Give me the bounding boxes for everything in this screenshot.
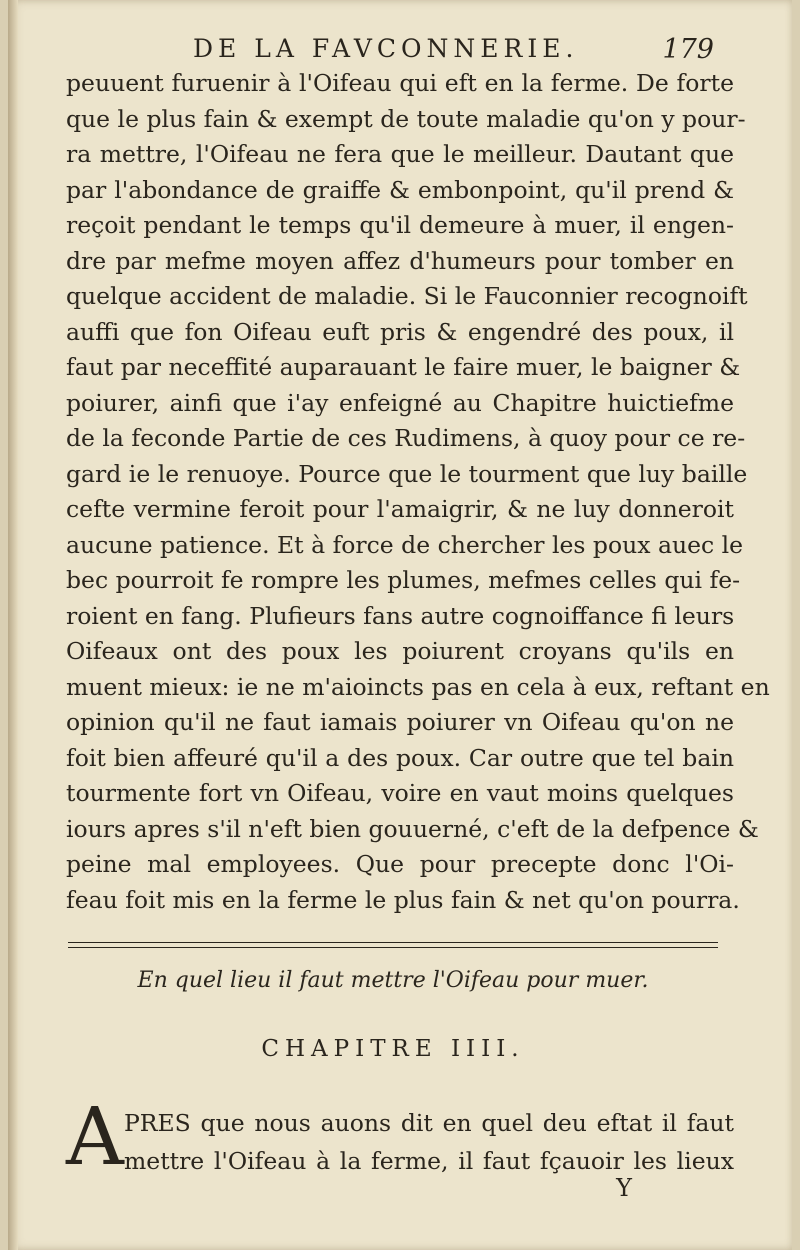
text-line: muent mieux: ie ne m'aioincts pas en cela à eux, reftant en (66, 672, 770, 701)
drop-cap: A (66, 1090, 124, 1183)
text-line: par l'abondance de graiffe & embonpoint, qu'il prend & (66, 175, 734, 204)
page-number: 179 (662, 34, 714, 65)
section-title: En quel lieu il faut mettre l'Oifeau pour muer. (137, 968, 649, 993)
text-line: dre par mefme moyen affez d'humeurs pour tomber en (66, 246, 734, 275)
text-line: poiurer, ainfi que i'ay enfeigné au Chapitre huictiefme (66, 388, 734, 417)
text-line: de la feconde Partie de ces Rudimens, à quoy pour ce re- (66, 424, 746, 452)
text-line: opinion qu'il ne faut iamais poiurer vn Oifeau qu'on ne (66, 708, 734, 736)
text-line: gard ie le renuoye. Pource que le tourment que luy baille (66, 459, 748, 488)
text-line: peuuent furuenir à l'Oifeau qui eft en la ferme. De forte (66, 69, 734, 97)
text-line: auffi que fon Oifeau euft pris & engendré des poux, il (66, 317, 734, 346)
chapter-heading: CHAPITRE IIII. (261, 1036, 525, 1062)
body-text (66, 66, 770, 918)
book-page (8, 0, 792, 1250)
text-line: PRES que nous auons dit en quel deu eftat il faut (124, 1109, 734, 1137)
text-line: que le plus fain & exempt de toute maladie qu'on y pour- (66, 104, 746, 133)
text-line: quelque accident de maladie. Si le Fauconnier recognoift (66, 282, 748, 310)
text-line: aucune patience. Et à force de chercher les poux auec le (66, 530, 744, 559)
text-line: mettre l'Oifeau à la ferme, il faut fçauoir les lieux (124, 1147, 734, 1175)
text-line: roient en fang. Plufieurs fans autre cognoiffance fi leurs (66, 601, 735, 630)
text-line: peine mal employees. Que pour precepte donc l'Oi- (66, 850, 734, 878)
section-rule (68, 942, 718, 943)
text-line: iours apres s'il n'eft bien gouuerné, c'eft de la defpence & (66, 814, 759, 843)
running-head (193, 34, 714, 70)
text-line: ra mettre, l'Oifeau ne fera que le meilleur. Dautant que (66, 140, 734, 168)
signature-mark: Y (616, 1174, 632, 1202)
text-line: reçoit pendant le temps qu'il demeure à muer, il engen- (66, 211, 734, 239)
page-gutter (8, 0, 18, 1250)
text-line: cefte vermine feroit pour l'amaigrir, & ne luy donneroit (66, 495, 734, 523)
chapter-opening-text (124, 1104, 734, 1180)
text-line: tourmente fort vn Oifeau, voire en vaut moins quelques (66, 779, 734, 807)
text-line: feau foit mis en la ferme le plus fain & net qu'on pourra. (66, 885, 740, 914)
text-line: faut par neceffité auparauant le faire muer, le baigner & (66, 353, 741, 381)
text-line: Oifeaux ont des poux les poiurent croyans qu'ils en (66, 637, 734, 665)
text-line: bec pourroit fe rompre les plumes, mefmes celles qui fe- (66, 566, 741, 594)
running-head-title: DE LA FAVCONNERIE. (193, 34, 579, 63)
text-line: foit bien affeuré qu'il a des poux. Car outre que tel bain (66, 743, 734, 772)
section-rule (68, 947, 718, 948)
